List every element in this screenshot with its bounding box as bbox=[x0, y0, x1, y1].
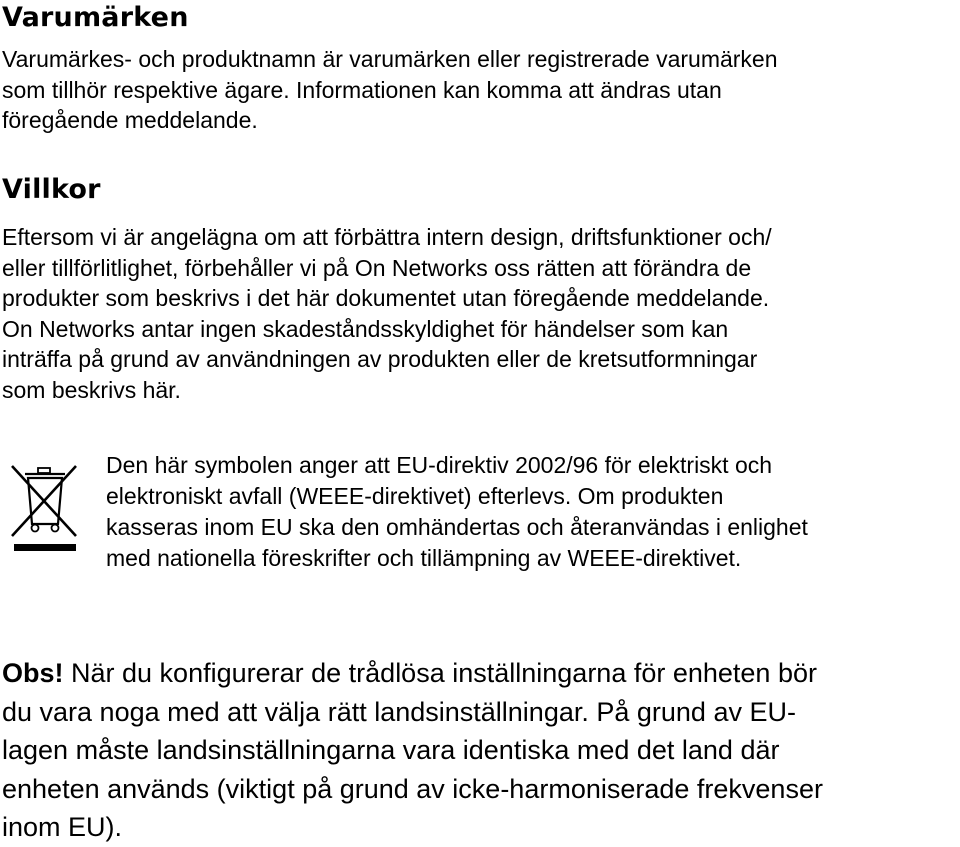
note-label: Obs! bbox=[2, 658, 64, 688]
terms-paragraph bbox=[2, 222, 960, 405]
note-line: enheten används (viktigt på grund av icke-harmoniserade frekvenser bbox=[2, 773, 823, 804]
weee-notice bbox=[0, 450, 960, 580]
note-line: inom EU). bbox=[2, 812, 123, 842]
terms-line: inträffa på grund av användningen av produkten eller de kretsutformningar bbox=[2, 346, 758, 372]
trademarks-line: som tillhör respektive ägare. Informationen kan komma att ändras utan bbox=[2, 76, 722, 103]
weee-line: elektroniskt avfall (WEEE-direktivet) efterlevs. Om produkten bbox=[106, 483, 724, 509]
weee-text bbox=[106, 450, 956, 574]
trademarks-heading: Varumärken bbox=[2, 2, 189, 33]
trademarks-paragraph bbox=[2, 44, 960, 136]
terms-line: On Networks antar ingen skadeståndsskyldighet för händelser som kan bbox=[2, 315, 729, 342]
note-line: du vara noga med att välja rätt landsinställningar. På grund av EU- bbox=[2, 696, 796, 727]
terms-line: eller tillförlitlighet, förbehåller vi på On Networks oss rätten att förändra de bbox=[2, 254, 752, 281]
weee-crossed-out-bin-icon bbox=[8, 464, 80, 552]
note-first-line bbox=[2, 654, 960, 693]
terms-line: som beskrivs här. bbox=[2, 376, 181, 403]
note-line: lagen måste landsinställningarna vara identiska med det land där bbox=[2, 735, 780, 765]
trademarks-line: Varumärkes- och produktnamn är varumärken eller registrerade varumärken bbox=[2, 46, 778, 72]
trademarks-line: föregående meddelande. bbox=[2, 107, 258, 133]
note-line: När du konfigurerar de trådlösa inställningarna för enheten bör bbox=[63, 658, 817, 688]
weee-line: med nationella föreskrifter och tillämpning av WEEE-direktivet. bbox=[106, 545, 742, 571]
terms-line: Eftersom vi är angelägna om att förbättra intern design, driftsfunktioner och/ bbox=[2, 224, 772, 250]
note-paragraph bbox=[2, 654, 960, 847]
terms-heading: Villkor bbox=[2, 174, 101, 205]
weee-line: kasseras inom EU ska den omhändertas och återanvändas i enlighet bbox=[106, 514, 808, 540]
weee-line: Den här symbolen anger att EU-direktiv 2002/96 för elektriskt och bbox=[106, 452, 773, 478]
terms-line: produkter som beskrivs i det här dokumentet utan föregående meddelande. bbox=[2, 285, 770, 311]
